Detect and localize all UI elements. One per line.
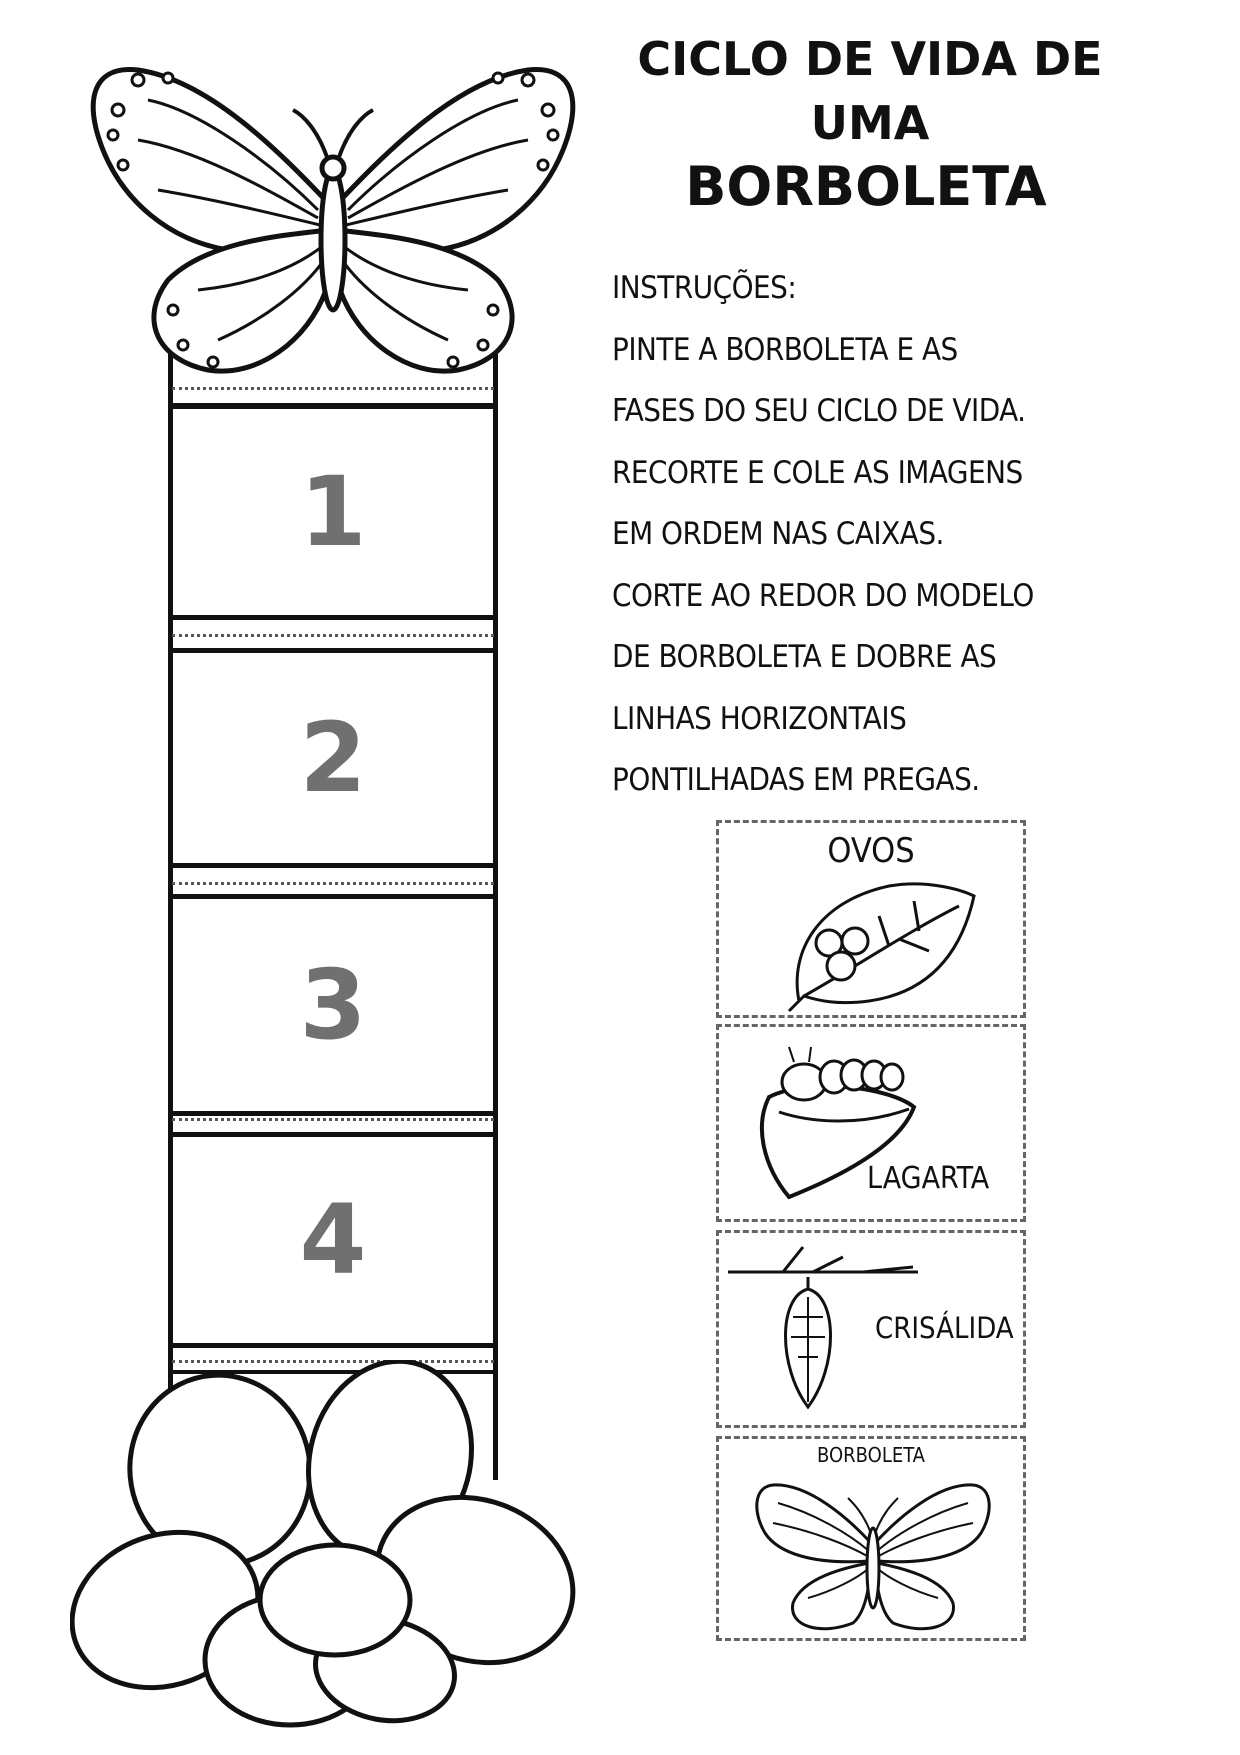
- card-chrysalis-label: CRISÁLIDA: [875, 1311, 1014, 1345]
- fold-line-dotted: [172, 634, 494, 637]
- fold-line-dotted: [172, 1118, 494, 1121]
- card-butterfly-label: BORBOLETA: [817, 1443, 925, 1467]
- instructions-line: PINTE A BORBOLETA E AS: [612, 331, 958, 368]
- leaf-with-eggs-icon: [779, 871, 979, 1016]
- instructions-line: LINHAS HORIZONTAIS: [612, 700, 907, 737]
- card-caterpillar[interactable]: [716, 1024, 1026, 1222]
- instructions-heading: INSTRUÇÕES:: [612, 270, 797, 306]
- stage-box-2: [170, 648, 496, 868]
- instructions-line: RECORTE E COLE AS IMAGENS: [612, 454, 1023, 491]
- instructions-line: CORTE AO REDOR DO MODELO: [612, 577, 1034, 614]
- instructions-line: PONTILHADAS EM PREGAS.: [612, 762, 980, 798]
- small-butterfly-icon: [753, 1473, 993, 1638]
- card-eggs[interactable]: [716, 820, 1026, 1018]
- card-butterfly[interactable]: [716, 1436, 1026, 1641]
- stage-number: 3: [299, 949, 367, 1061]
- stage-number: 1: [299, 456, 367, 568]
- instructions-line: EM ORDEM NAS CAIXAS.: [612, 516, 944, 552]
- fold-line-dotted: [172, 387, 494, 390]
- title-line-3: BORBOLETA: [685, 155, 1047, 218]
- stage-number: 2: [299, 702, 367, 814]
- card-eggs-label: OVOS: [827, 831, 915, 871]
- card-chrysalis[interactable]: [716, 1230, 1026, 1428]
- fold-line-dotted: [172, 882, 494, 885]
- flower-illustration: [70, 1360, 590, 1730]
- butterfly-illustration: [78, 40, 588, 380]
- title-line-1: CICLO DE VIDA DE: [637, 32, 1103, 86]
- instructions: [612, 258, 1172, 812]
- page-title: [600, 30, 1140, 218]
- instructions-line: DE BORBOLETA E DOBRE AS: [612, 639, 997, 675]
- card-caterpillar-label: LAGARTA: [867, 1161, 990, 1196]
- title-line-2: UMA: [810, 96, 930, 150]
- stage-box-4: [170, 1132, 496, 1348]
- stage-box-1: [170, 404, 496, 620]
- stage-box-3: [170, 894, 496, 1116]
- stage-number: 4: [299, 1184, 367, 1296]
- instructions-line: FASES DO SEU CICLO DE VIDA.: [612, 393, 1026, 429]
